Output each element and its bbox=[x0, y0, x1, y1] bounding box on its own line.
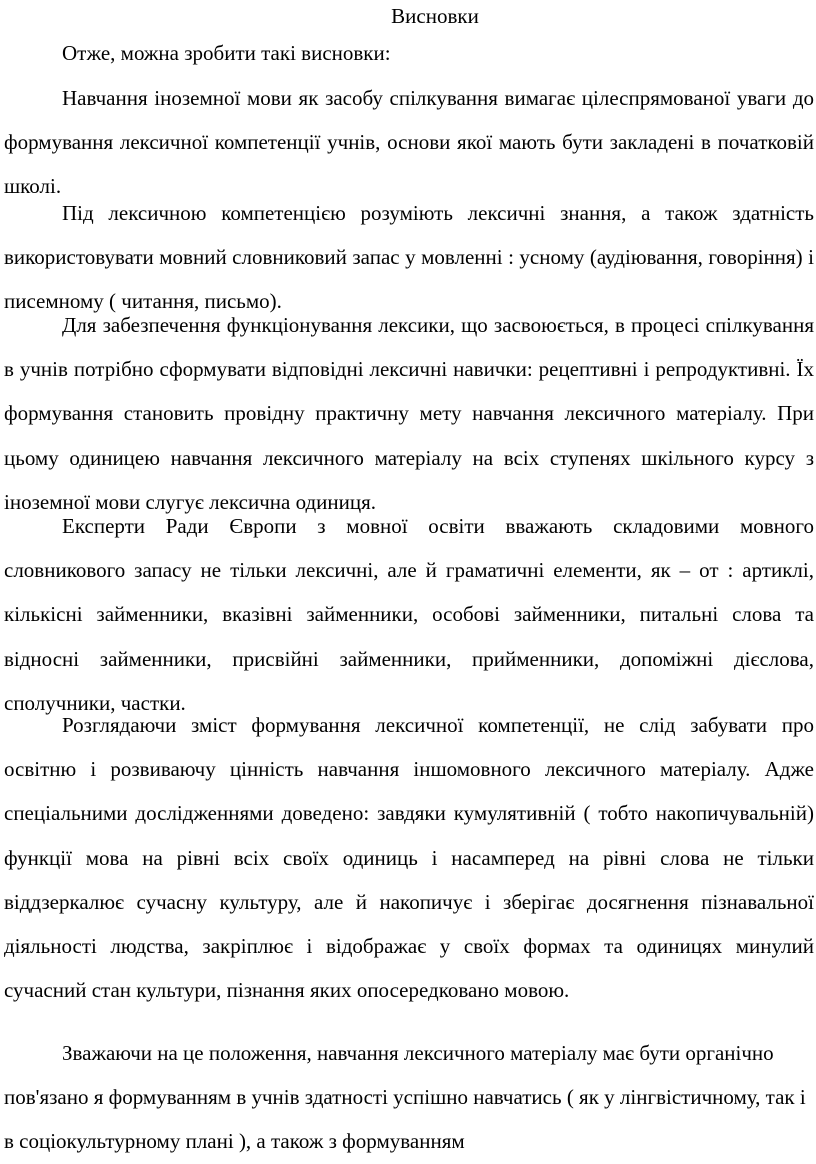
paragraph-2: Під лексичною компетенцією розуміють лексичні знання, а також здатність використовувати мовний словниковий запас у мовленні : усному (аудіювання, говоріння) і писемному ( читання, письмо). bbox=[4, 201, 814, 314]
paragraph-5: Розглядаючи зміст формування лексичної компетенції, не слід забувати про освітню і розвиваючу цінність навчання іншомовного лексичного матеріалу. Адже спеціальними дослідженнями доведено: завдяки кумулятивній ( тобто накопичувальній) функції мова на рівні всіх своїх одиниць і насамперед на рівні слова не тільки віддзеркалює сучасну культуру, але й накопичує і зберігає досягнення пізнавальної діяльності людства, закріплює і відображає у своїх формах та одиницях минулий сучасний стан культури, пізнання яких опосередковано мовою. bbox=[4, 713, 814, 1003]
paragraph-6: Зважаючи на це положення, навчання лексичного матеріалу має бути органічно пов'язано я формуванням в учнів здатності успішно навчатись ( як у лінгвістичному, так і в соціокультурному плані ), а також з формуванням bbox=[4, 1041, 806, 1154]
paragraph-4: Експерти Ради Європи з мовної освіти вважають складовими мовного словникового запасу не тільки лексичні, але й граматичні елементи, як – от : артиклі, кількісні займенники, вказівні займенники, особові займенники, питальні слова та відносні займенники, присвійні займенники, прийменники, допоміжні дієслова, сполучники, частки. bbox=[4, 514, 814, 715]
paragraph-intro: Отже, можна зробити такі висновки: bbox=[62, 41, 391, 65]
page-title: Висновки bbox=[391, 4, 479, 28]
paragraph-3: Для забезпечення функціонування лексики, що засвоюється, в процесі спілкування в учнів потрібно сформувати відповідні лексичні навички: рецептивні і репродуктивні. Їх формування становить провідну практичну мету навчання лексичного матеріалу. При цьому одиницею навчання лексичного матеріалу на всіх ступенях шкільного курсу з іноземної мови слугує лексична одиниця. bbox=[4, 313, 814, 514]
paragraph-1: Навчання іноземної мови як засобу спілкування вимагає цілеспрямованої уваги до формування лексичної компетенції учнів, основи якої мають бути закладені в початковій школі. bbox=[4, 86, 814, 199]
